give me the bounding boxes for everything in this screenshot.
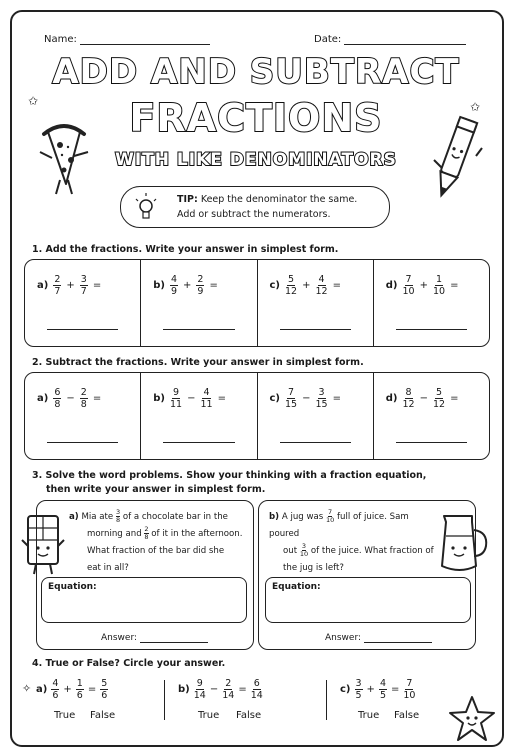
word-problem-a: a) Mia ate $\frac{3}{8}$ of a chocolate bar in the morning and $\frac{2}{8}$ of it in the afternoon. What fraction of the bar did she eat in all? Equation: Answer: — [36, 500, 254, 650]
q1-problem-c — [257, 260, 373, 346]
star-icon — [446, 694, 498, 746]
true-choice-c[interactable]: True — [358, 710, 380, 721]
equals-sign: = — [450, 393, 459, 404]
operator: + — [183, 280, 192, 291]
operator: − — [66, 393, 75, 404]
q1-problem-d — [373, 260, 489, 346]
problem-label: b) — [153, 280, 165, 291]
problem-label: b) — [178, 684, 190, 695]
sparkle-star-icon: ✩ — [470, 100, 481, 114]
fraction: $\frac{8}{12}$ — [402, 387, 415, 410]
fraction: $\frac{2}{9}$ — [197, 274, 204, 297]
q2-grid — [24, 372, 490, 460]
operator: − — [209, 684, 219, 695]
fraction: $\frac{9}{11}$ — [169, 387, 183, 410]
fraction: $\frac{3}{7}$ — [80, 274, 87, 297]
fraction: $\frac{7}{10}$ — [403, 678, 416, 701]
pizza-slice-icon — [34, 118, 94, 200]
problem-label: a) — [36, 684, 48, 695]
name-line[interactable] — [80, 44, 210, 45]
equation-box[interactable] — [265, 577, 471, 623]
equation-box[interactable] — [41, 577, 247, 623]
fraction: $\frac{3}{10}$ — [299, 542, 309, 558]
divider — [164, 680, 165, 720]
equals-sign: = — [209, 280, 218, 291]
operator: − — [419, 393, 428, 404]
equals-sign: = — [238, 684, 247, 695]
problem-label: a) — [69, 512, 79, 522]
fraction: $\frac{6}{8}$ — [54, 387, 61, 410]
operator: + — [302, 280, 311, 291]
fraction: $\frac{5}{12}$ — [432, 387, 446, 410]
fraction: $\frac{2}{14}$ — [222, 678, 235, 701]
sparkle-star-icon: ✧ — [22, 682, 32, 695]
equals-sign: = — [450, 280, 459, 291]
q2-problem-a — [25, 373, 140, 459]
fraction: $\frac{9}{14}$ — [193, 678, 206, 701]
q2-problem-d — [373, 373, 489, 459]
answer-line[interactable] — [396, 329, 467, 330]
sparkle-star-icon: ✩ — [28, 94, 39, 108]
q3-heading-line-2: then write your answer in simplest form. — [46, 484, 266, 495]
answer-line[interactable] — [163, 329, 234, 330]
equals-sign: = — [217, 393, 226, 404]
answer-line[interactable] — [364, 642, 432, 643]
title-line-2: FRACTIONS — [129, 96, 383, 140]
fraction: $\frac{4}{9}$ — [170, 274, 178, 297]
answer-line[interactable] — [396, 442, 467, 443]
tip-line-1: Keep the denominator the same. — [200, 194, 358, 205]
problem-label: b) — [153, 393, 165, 404]
fraction: $\frac{2}{8}$ — [80, 387, 87, 410]
q4-statement-c — [340, 678, 416, 701]
problem-label: c) — [269, 393, 280, 404]
problem-label: d) — [385, 280, 398, 291]
operator: + — [419, 280, 428, 291]
operator: − — [302, 393, 311, 404]
answer-label: Answer: — [101, 633, 138, 643]
word-problem-b: b) A jug was $\frac{7}{10}$ full of juice. Sam poured out $\frac{3}{10}$ of the juice. What fraction of the jug is left? Equation: Answer: — [258, 500, 476, 650]
tip-line-2: Add or subtract the numerators. — [177, 209, 331, 220]
q4-heading: 4. True or False? Circle your answer. — [32, 658, 226, 669]
q1-problem-a — [25, 260, 140, 346]
fraction: $\frac{3}{15}$ — [315, 387, 328, 410]
title-line-1: ADD AND SUBTRACT — [52, 52, 460, 92]
fraction: $\frac{1}{6}$ — [76, 678, 83, 701]
equals-sign: = — [332, 393, 341, 404]
operator: + — [63, 684, 72, 695]
equation-label: Equation: — [48, 582, 97, 592]
fraction: $\frac{4}{6}$ — [52, 678, 59, 701]
q1-heading: 1. Add the fractions. Write your answer in simplest form. — [32, 244, 339, 255]
operator: + — [66, 280, 75, 291]
divider — [326, 680, 327, 720]
false-choice-b[interactable]: False — [236, 710, 262, 721]
fraction: $\frac{3}{8}$ — [115, 508, 121, 524]
false-choice-a[interactable]: False — [90, 710, 116, 721]
equals-sign: = — [92, 393, 102, 404]
fraction: $\frac{7}{10}$ — [402, 274, 415, 297]
equals-sign: = — [332, 280, 341, 291]
true-choice-b[interactable]: True — [198, 710, 220, 721]
answer-line[interactable] — [280, 329, 351, 330]
equals-sign: = — [92, 280, 102, 291]
fraction: $\frac{4}{12}$ — [315, 274, 328, 297]
equals-sign: = — [390, 684, 400, 695]
fraction: $\frac{2}{8}$ — [144, 525, 149, 541]
fraction: $\frac{7}{15}$ — [285, 387, 298, 410]
operator: − — [187, 393, 196, 404]
tip-box — [120, 186, 390, 228]
name-label: Name: — [44, 34, 77, 45]
problem-label: d) — [385, 393, 398, 404]
tip-label: TIP: — [177, 194, 198, 205]
fraction: $\frac{1}{10}$ — [432, 274, 446, 297]
q1-grid — [24, 259, 490, 347]
answer-line[interactable] — [280, 442, 351, 443]
problem-label: a) — [37, 393, 49, 404]
fraction: $\frac{5}{12}$ — [285, 274, 298, 297]
fraction: $\frac{5}{6}$ — [101, 678, 108, 701]
answer-line[interactable] — [47, 329, 118, 330]
date-field[interactable] — [314, 34, 466, 45]
q1-problem-b — [140, 260, 256, 346]
name-field[interactable] — [44, 34, 210, 45]
fraction: $\frac{3}{5}$ — [355, 678, 362, 701]
fraction: $\frac{4}{5}$ — [379, 678, 386, 701]
fraction: $\frac{7}{10}$ — [325, 508, 335, 524]
fraction: $\frac{4}{11}$ — [200, 387, 213, 410]
q2-problem-c — [257, 373, 373, 459]
problem-label: b) — [269, 512, 280, 522]
fraction: $\frac{2}{7}$ — [54, 274, 61, 297]
q2-heading: 2. Subtract the fractions. Write your answer in simplest form. — [32, 357, 364, 368]
q3-heading-line-1: 3. Solve the word problems. Show your thinking with a fraction equation, — [32, 470, 427, 481]
true-choice-a[interactable]: True — [54, 710, 76, 721]
problem-label: c) — [269, 280, 280, 291]
fraction: $\frac{6}{14}$ — [250, 678, 263, 701]
lightbulb-icon — [133, 191, 159, 223]
title-line-3: WITH LIKE DENOMINATORS — [115, 150, 397, 170]
equation-label: Equation: — [272, 582, 321, 592]
pencil-icon — [426, 110, 486, 208]
q2-problem-b — [140, 373, 256, 459]
date-label: Date: — [314, 34, 342, 45]
juice-jug-icon — [436, 508, 492, 578]
date-line[interactable] — [344, 44, 466, 45]
false-choice-c[interactable]: False — [394, 710, 420, 721]
answer-line[interactable] — [163, 442, 234, 443]
equals-sign: = — [87, 684, 97, 695]
q4-statement-b — [178, 678, 264, 701]
operator: + — [366, 684, 375, 695]
q4-statement-a — [36, 678, 109, 701]
answer-line[interactable] — [47, 442, 118, 443]
problem-label: c) — [340, 684, 351, 695]
answer-line[interactable] — [140, 642, 208, 643]
problem-label: a) — [37, 280, 49, 291]
answer-label: Answer: — [325, 633, 362, 643]
